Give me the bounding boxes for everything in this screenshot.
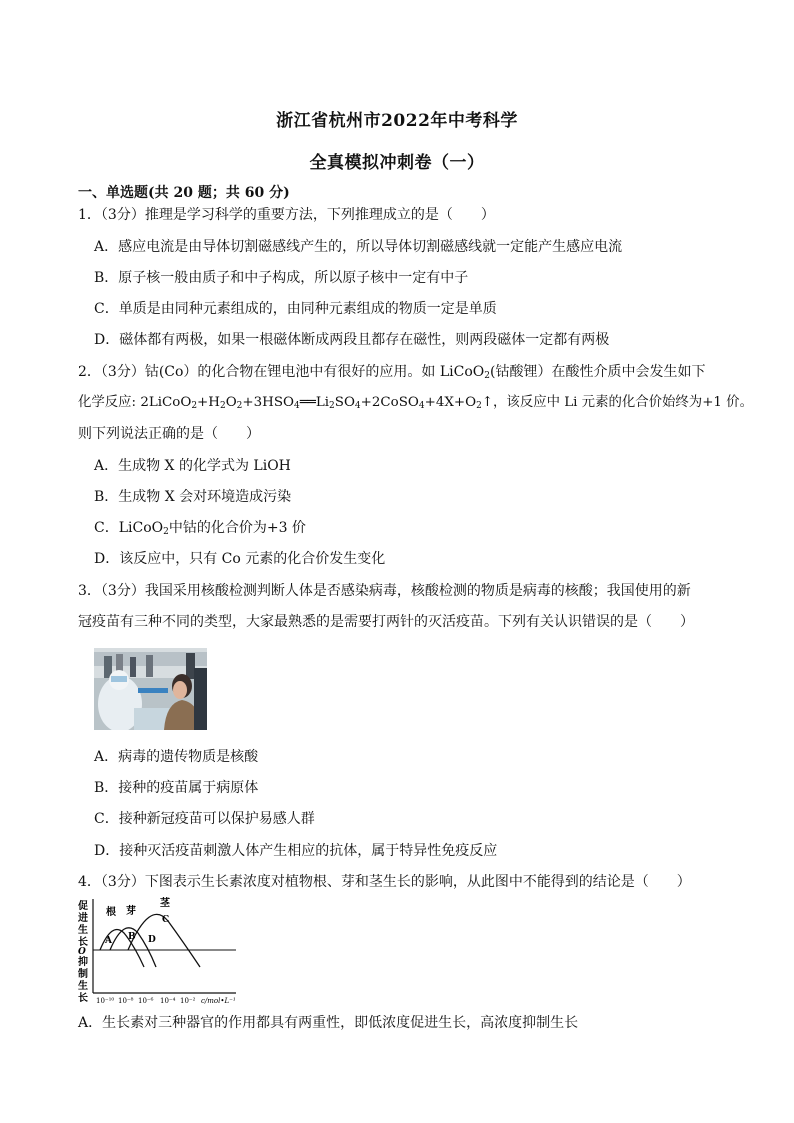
q2-text: 化学反应: 2LiCoO xyxy=(78,395,192,410)
q2-subscript: 2 xyxy=(163,527,169,537)
question-2-option-c xyxy=(94,519,306,541)
question-3-option-b: B．接种的疫苗属于病原体 xyxy=(94,780,259,796)
q2-option-c-tail: 中钴的化合价为+3 价 xyxy=(168,520,306,536)
question-3-stem-line-2: 冠疫苗有三种不同的类型，大家最熟悉的是需要打两针的灭活疫苗。下列有关认识错误的是（ ） xyxy=(78,614,694,630)
x-tick-label: 10⁻⁸ xyxy=(118,997,134,1005)
q2-option-c-text: C．LiCoO xyxy=(94,520,164,536)
question-4-option-a: A．生长素对三种器官的作用都具有两重性，即低浓度促进生长，高浓度抑制生长 xyxy=(78,1015,579,1031)
question-2-option-a: A．生成物 X 的化学式为 LiOH xyxy=(94,458,291,474)
q2-text: 2．（3分）钴(Co）的化合物在锂电池中有很好的应用。如 LiCoO xyxy=(78,364,485,380)
nucleic-acid-test-photo xyxy=(94,648,207,730)
q2-text: +2CoSO xyxy=(360,395,419,410)
q2-subscript: 2 xyxy=(484,371,490,381)
auxin-concentration-graph xyxy=(76,897,248,1005)
q2-text: SO xyxy=(334,395,355,410)
y-label-inhibit-3: 生 xyxy=(78,981,88,992)
question-1-option-a: A．感应电流是由导体切割磁感线产生的，所以导体切割磁感线就一定能产生感应电流 xyxy=(94,239,623,255)
y-label-promote-4: 长 xyxy=(78,937,88,948)
page-title: 浙江省杭州市2022年中考科学 xyxy=(276,111,518,131)
q2-subscript: 4 xyxy=(418,401,425,411)
question-3-option-c: C．接种新冠疫苗可以保护易感人群 xyxy=(94,811,315,827)
q2-subscript: 2 xyxy=(236,401,243,411)
q2-text: ↑，该反应中 Li 元素的化合价始终为+1 价。 xyxy=(481,395,753,410)
q2-subscript: 4 xyxy=(354,401,361,411)
q2-text: +4X+O xyxy=(424,395,477,410)
question-2-stem-line-1 xyxy=(78,363,705,385)
question-3-option-a: A．病毒的遗传物质是核酸 xyxy=(94,749,259,765)
point-c: C xyxy=(162,915,170,925)
q2-subscript: 4 xyxy=(293,401,300,411)
question-3-option-d: D．接种灭活疫苗刺激人体产生相应的抗体，属于特异性免疫反应 xyxy=(94,843,498,859)
q2-subscript: 2 xyxy=(329,401,335,411)
curve-label-root: 根 xyxy=(106,907,116,918)
curve-label-bud: 芽 xyxy=(126,906,136,917)
question-2-equation-line xyxy=(78,394,753,415)
point-a: A xyxy=(105,936,112,946)
y-label-promote-3: 生 xyxy=(78,925,88,936)
question-3-stem-line-1: 3．（3分）我国采用核酸检测判断人体是否感染病毒，核酸检测的物质是病毒的核酸；我国使用的新 xyxy=(78,583,691,599)
q2-subscript: 2 xyxy=(219,401,226,411)
question-1-stem: 1．（3分）推理是学习科学的重要方法，下列推理成立的是（ ） xyxy=(78,207,495,223)
x-unit-label: c/mol•L⁻¹ xyxy=(201,997,236,1005)
x-tick-label: 10⁻⁴ xyxy=(160,997,176,1005)
q2-text: ══Li xyxy=(299,395,330,410)
y-label-inhibit-2: 制 xyxy=(78,969,88,980)
question-1-option-d: D．磁体都有两极，如果一根磁体断成两段且都存在磁性，则两段磁体一定都有两极 xyxy=(94,332,610,348)
question-2-option-b: B．生成物 X 会对环境造成污染 xyxy=(94,489,292,505)
question-2-stem-line-3: 则下列说法正确的是（ ） xyxy=(78,426,260,442)
point-d: D xyxy=(148,935,156,945)
q2-text: +3HSO xyxy=(242,395,294,410)
x-tick-label: 10⁻¹⁰ xyxy=(96,997,115,1005)
question-1-option-c: C．单质是由同种元素组成的，由同种元素组成的物质一定是单质 xyxy=(94,301,497,317)
x-tick-label: 10⁻⁶ xyxy=(138,997,154,1005)
q2-subscript: 2 xyxy=(476,401,482,411)
x-tick-label: 10⁻² xyxy=(180,997,196,1005)
y-label-inhibit-1: 抑 xyxy=(78,957,88,968)
y-label-inhibit-4: 长 xyxy=(78,993,88,1004)
question-1-option-b: B．原子核一般由质子和中子构成，所以原子核中一定有中子 xyxy=(94,270,469,286)
point-b: B xyxy=(128,932,136,942)
question-2-option-d: D．该反应中，只有 Co 元素的化合价发生变化 xyxy=(94,551,386,567)
question-4-stem: 4．（3分）下图表示生长素浓度对植物根、芽和茎生长的影响，从此图中不能得到的结论是（ ） xyxy=(78,874,691,890)
section-heading: 一、单选题(共 20 题；共 60 分) xyxy=(78,185,290,201)
page-subtitle: 全真模拟冲刺卷（一） xyxy=(309,153,485,173)
q2-subscript: 2 xyxy=(191,401,198,411)
q2-text: (钴酸锂）在酸性介质中会发生如下 xyxy=(490,364,706,380)
y-label-promote-1: 促 xyxy=(78,901,88,912)
curve-label-stem: 茎 xyxy=(160,898,170,909)
origin-label: O xyxy=(78,947,86,957)
q2-text: O xyxy=(225,395,237,410)
q2-text: +H xyxy=(197,395,220,410)
y-label-promote-2: 进 xyxy=(78,913,88,924)
